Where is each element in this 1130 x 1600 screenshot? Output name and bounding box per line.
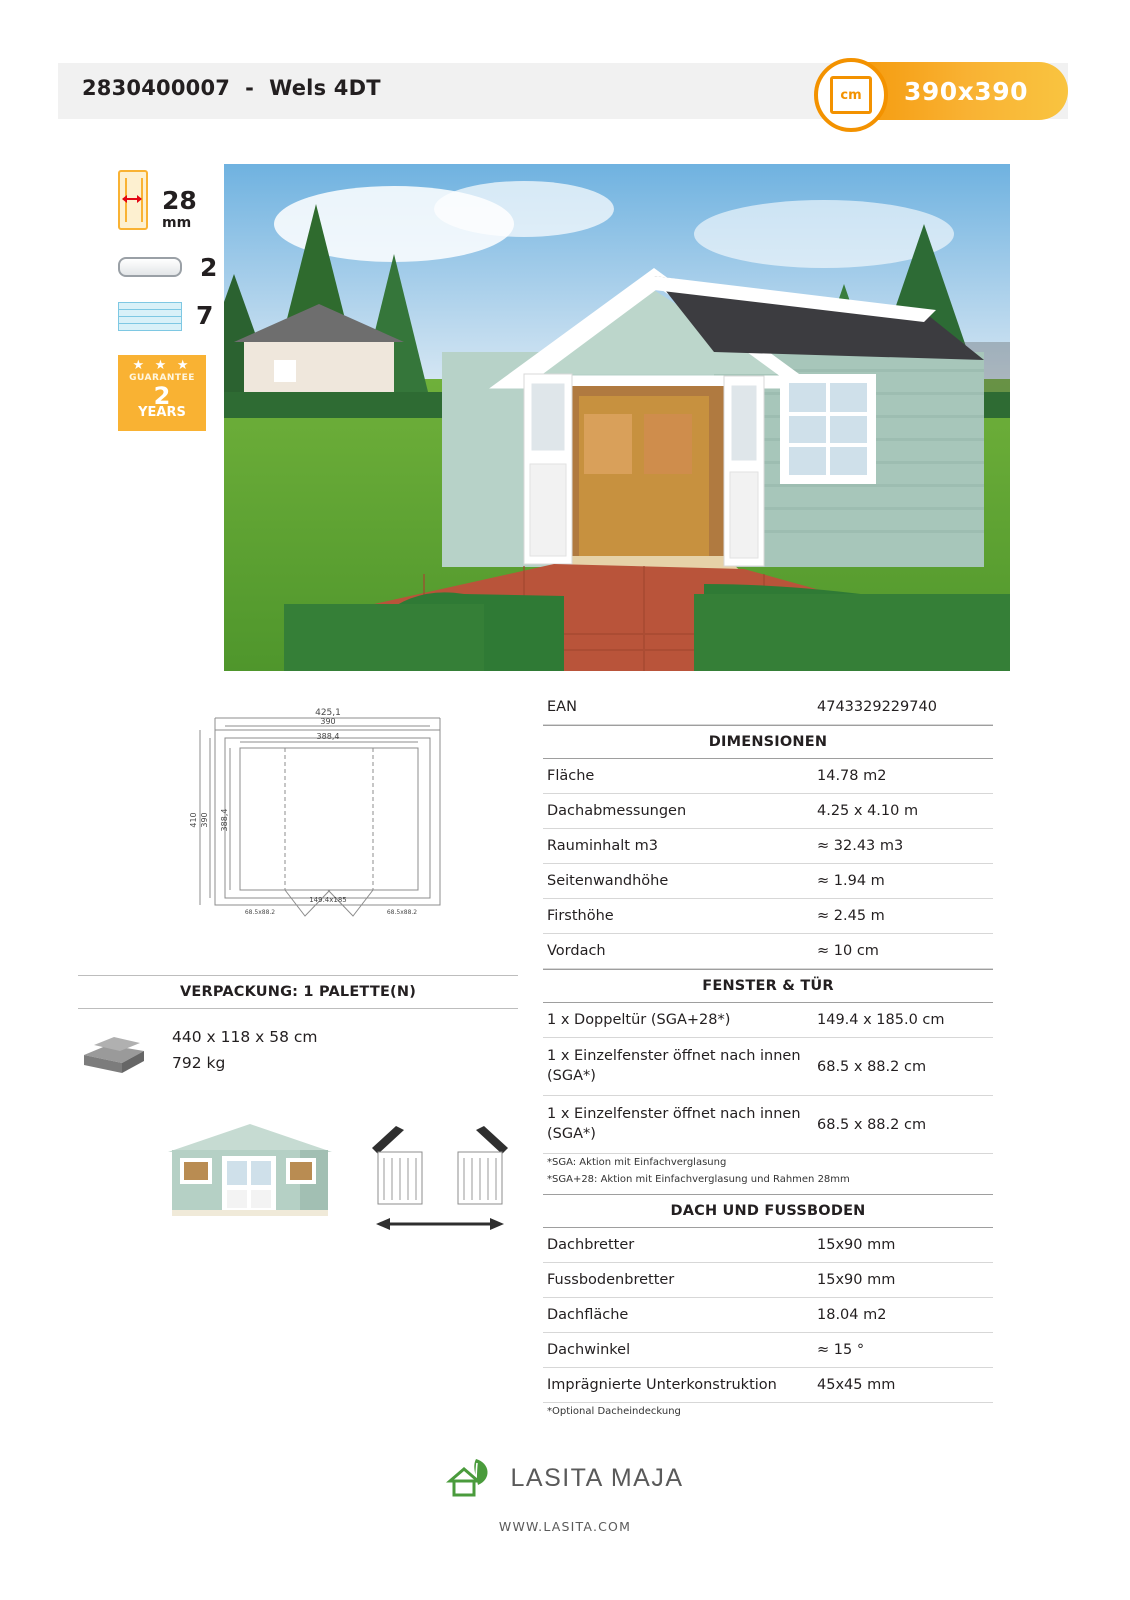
row-value: 18.04 m2 xyxy=(813,1298,993,1333)
windows-doors-table xyxy=(543,969,993,1188)
door-swing-svg xyxy=(370,1120,510,1240)
dimensions-heading-row xyxy=(543,726,993,759)
size-badge-text: 390x390 xyxy=(904,76,1028,106)
table-row xyxy=(543,690,993,725)
front-elevation-render xyxy=(150,1110,350,1220)
sga28-note: *SGA+28: Aktion mit Einfachverglasung und Rahmen 28mm xyxy=(547,1174,850,1186)
rows-count: 7 xyxy=(196,300,214,330)
table-row xyxy=(543,759,993,794)
size-badge xyxy=(818,62,1068,120)
glazing-count: 2 xyxy=(200,252,218,282)
table-row xyxy=(543,1368,993,1403)
ean-value: 4743329229740 xyxy=(813,690,993,725)
table-row xyxy=(543,1263,993,1298)
floor-plan-svg xyxy=(130,690,510,940)
roof-floor-table xyxy=(543,1194,993,1420)
footer xyxy=(0,1455,1130,1534)
row-value: ≈ 15 ° xyxy=(813,1333,993,1368)
row-label: 1 x Doppeltür (SGA+28*) xyxy=(543,1003,813,1038)
windows-doors-heading-row xyxy=(543,970,993,1003)
roof-floor-heading-row xyxy=(543,1195,993,1228)
plan-window-right-label: 68.5x88.2 xyxy=(386,909,418,916)
row-label: Dachwinkel xyxy=(543,1333,813,1368)
brand-logo xyxy=(446,1455,683,1501)
table-note-row xyxy=(543,1403,993,1421)
spec-rows xyxy=(118,291,223,339)
table-row xyxy=(543,794,993,829)
log-rows-icon xyxy=(118,302,180,328)
packaging-weight: 792 kg xyxy=(172,1053,226,1072)
plan-dim-outer-width: 425,1 xyxy=(315,708,341,718)
guarantee-unit: YEARS xyxy=(138,405,186,420)
row-value: 15x90 mm xyxy=(813,1228,993,1263)
row-label: Rauminhalt m3 xyxy=(543,829,813,864)
table-row xyxy=(543,1228,993,1263)
guarantee-value: 2 xyxy=(153,382,171,410)
row-label: Fussbodenbretter xyxy=(543,1263,813,1298)
table-row xyxy=(543,1038,993,1096)
row-value: ≈ 32.43 m3 xyxy=(813,829,993,864)
cm-icon-label: cm xyxy=(830,76,872,114)
spec-glazing xyxy=(118,243,223,291)
spec-tables xyxy=(543,690,993,1420)
table-row xyxy=(543,1003,993,1038)
table-row xyxy=(543,1096,993,1154)
packaging-block xyxy=(78,975,518,1076)
row-value: 14.78 m2 xyxy=(813,759,993,794)
row-label: Imprägnierte Unterkonstruktion xyxy=(543,1368,813,1403)
packaging-dimensions: 440 x 118 x 58 cm xyxy=(172,1028,318,1046)
ean-label: EAN xyxy=(543,690,813,725)
row-value: 45x45 mm xyxy=(813,1368,993,1403)
door-swing-diagram xyxy=(370,1120,510,1240)
brand-url: WWW.LASITA.COM xyxy=(498,1519,632,1534)
guarantee-stars: ★ ★ ★ xyxy=(132,358,192,373)
table-row xyxy=(543,864,993,899)
product-photo-illustration xyxy=(224,164,1010,671)
model-name: Wels 4DT xyxy=(269,76,381,100)
row-label: 1 x Einzelfenster öffnet nach innen (SGA*) xyxy=(543,1096,813,1154)
table-note-row xyxy=(543,1154,993,1172)
floor-plan-drawing xyxy=(130,690,510,940)
front-elevation-svg xyxy=(150,1110,350,1225)
plan-dim-inner-width: 388,4 xyxy=(316,732,340,741)
plan-dim-wall-width: 390 xyxy=(320,717,336,726)
glazing-icon xyxy=(118,257,182,277)
title-separator: - xyxy=(245,76,255,100)
plan-dim-outer-height: 410 xyxy=(189,812,198,828)
dimensions-heading: DIMENSIONEN xyxy=(543,726,993,759)
row-value: 68.5 x 88.2 cm xyxy=(813,1038,993,1096)
cm-icon xyxy=(814,58,888,132)
brand-name: LASITA MAJA xyxy=(510,1463,684,1492)
row-label: Firsthöhe xyxy=(543,899,813,934)
row-label: 1 x Einzelfenster öffnet nach innen (SGA*) xyxy=(543,1038,813,1096)
table-row xyxy=(543,829,993,864)
plan-dim-inner-height: 388,4 xyxy=(220,808,229,832)
wall-thickness-value: 28 xyxy=(162,185,197,215)
windows-doors-heading: FENSTER & TÜR xyxy=(543,970,993,1003)
roof-floor-heading: DACH UND FUSSBODEN xyxy=(543,1195,993,1228)
article-number: 2830400007 xyxy=(82,76,231,100)
row-label: Dachabmessungen xyxy=(543,794,813,829)
row-value: 68.5 x 88.2 cm xyxy=(813,1096,993,1154)
dimensions-table xyxy=(543,725,993,969)
table-row xyxy=(543,899,993,934)
row-label: Vordach xyxy=(543,934,813,969)
table-row xyxy=(543,1333,993,1368)
table-row xyxy=(543,934,993,969)
plan-window-left-label: 68.5x88.2 xyxy=(244,909,276,916)
plan-dim-wall-height: 390 xyxy=(200,812,209,828)
leaf-house-icon xyxy=(446,1455,500,1501)
packaging-title: VERPACKUNG: 1 PALETTE(N) xyxy=(78,975,518,1009)
row-label: Seitenwandhöhe xyxy=(543,864,813,899)
row-value: 149.4 x 185.0 cm xyxy=(813,1003,993,1038)
row-label: Fläche xyxy=(543,759,813,794)
row-value: ≈ 10 cm xyxy=(813,934,993,969)
roof-note: *Optional Dacheindeckung xyxy=(547,1406,681,1418)
row-label: Dachfläche xyxy=(543,1298,813,1333)
guarantee-label: GUARANTEE xyxy=(129,373,195,383)
wall-thickness-icon xyxy=(118,170,148,230)
ean-table xyxy=(543,690,993,725)
row-value: 15x90 mm xyxy=(813,1263,993,1298)
row-value: ≈ 1.94 m xyxy=(813,864,993,899)
product-photo xyxy=(224,164,1010,671)
sga-note: *SGA: Aktion mit Einfachverglasung xyxy=(547,1157,727,1169)
row-value: ≈ 2.45 m xyxy=(813,899,993,934)
row-label: Dachbretter xyxy=(543,1228,813,1263)
pallet-icon xyxy=(78,1027,150,1075)
row-value: 4.25 x 4.10 m xyxy=(813,794,993,829)
wall-thickness-unit: mm xyxy=(162,215,192,231)
table-note-row xyxy=(543,1171,993,1188)
page-title xyxy=(82,76,381,100)
spec-icon-column xyxy=(118,172,223,339)
guarantee-badge xyxy=(118,355,206,431)
table-row xyxy=(543,1298,993,1333)
plan-door-label: 149.4x185 xyxy=(309,896,347,904)
